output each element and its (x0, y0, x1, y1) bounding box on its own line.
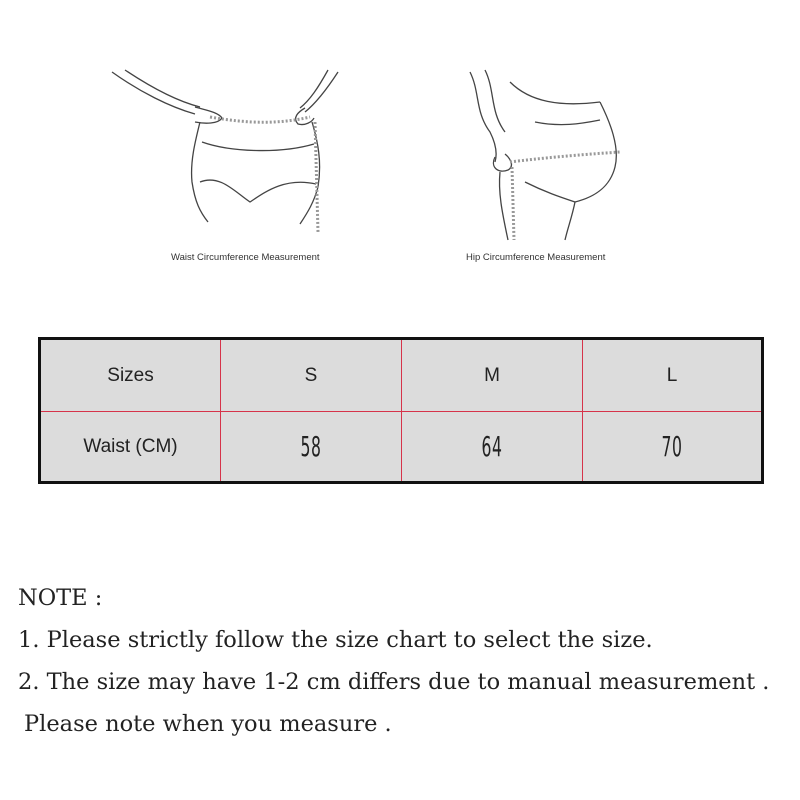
table-cell-waist-l (583, 412, 761, 481)
waist-s-value: 58 (300, 430, 322, 463)
table-header-l: L (583, 340, 761, 412)
table-row-label-waist: Waist (CM) (41, 412, 221, 481)
note-section (18, 577, 769, 745)
table-header-m: M (402, 340, 583, 412)
size-table (38, 337, 764, 484)
hip-measurement-illustration (450, 62, 650, 242)
waist-m-value: 64 (481, 430, 503, 463)
table-cell-waist-m (402, 412, 583, 481)
table-cell-waist-s (221, 412, 402, 481)
note-title: NOTE : (18, 585, 103, 611)
waist-l-value: 70 (661, 430, 683, 463)
waist-measurement-caption: Waist Circumference Measurement (171, 252, 320, 263)
table-header-sizes: Sizes (41, 340, 221, 412)
hip-measurement-caption: Hip Circumference Measurement (466, 252, 606, 263)
note-line-1: 1. Please strictly follow the size chart to select the size. (18, 627, 653, 653)
note-line-2: 2. The size may have 1-2 cm differs due to manual measurement . (18, 669, 770, 695)
waist-measurement-illustration (100, 62, 350, 242)
table-header-s: S (221, 340, 402, 412)
note-line-3: Please note when you measure . (24, 711, 392, 737)
